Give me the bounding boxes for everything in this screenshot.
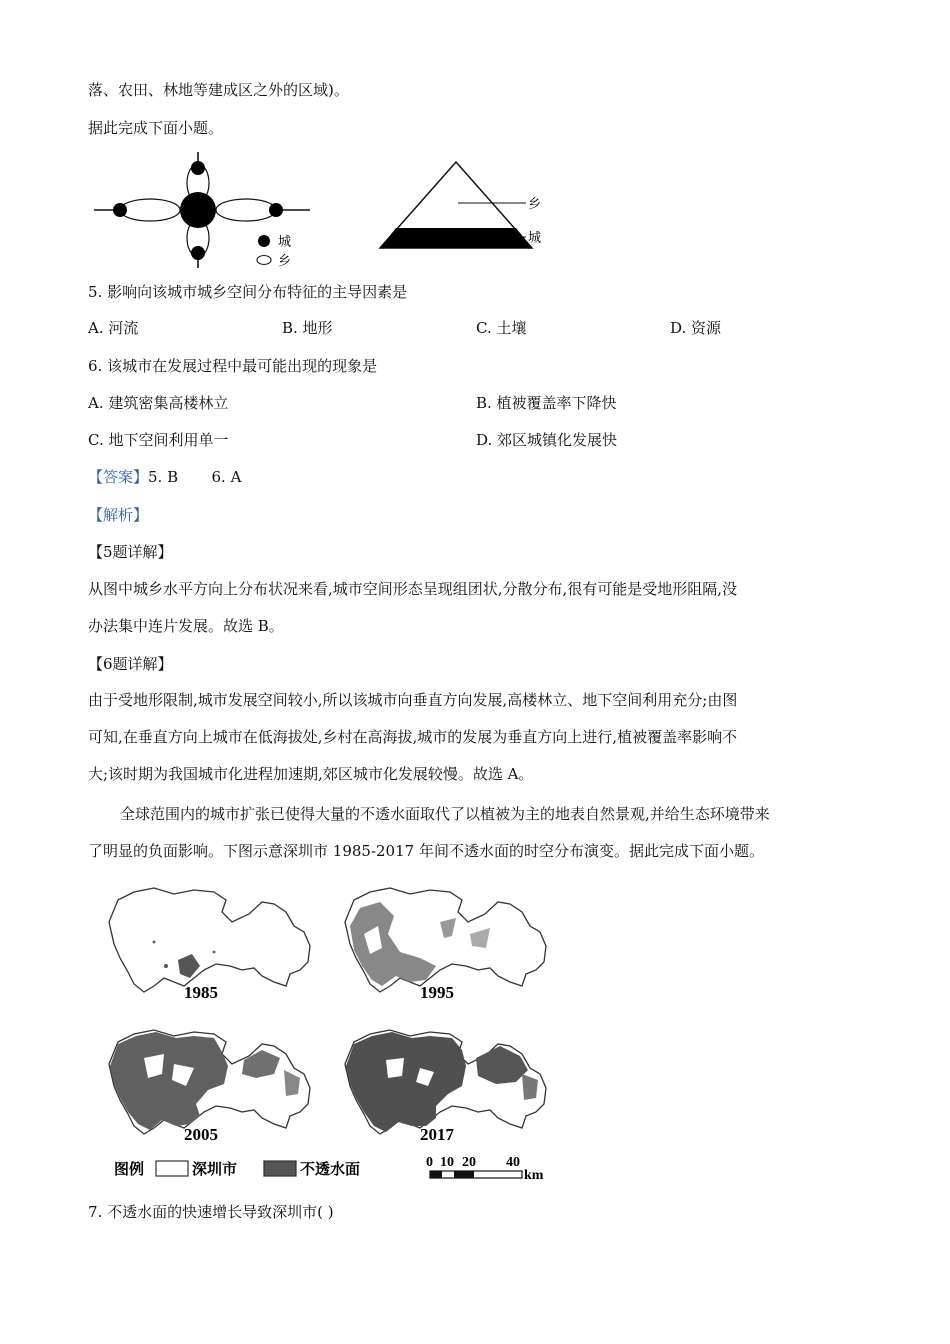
intro-line-2: 据此完成下面小题。	[88, 119, 224, 137]
q6-detail-title: 【6题详解】	[88, 655, 173, 673]
q6-detail-line-2: 可知,在垂直方向上城市在低海拔处,乡村在高海拔,城市的发展为垂直方向上进行,植被覆盖率影响不	[88, 728, 738, 746]
q5-option-d: D. 资源	[670, 319, 722, 337]
year-1995: 1995	[420, 983, 454, 1002]
q5-detail-line-2: 办法集中连片发展。故选 B。	[88, 617, 284, 635]
q6-stem: 6. 该城市在发展过程中最可能出现的现象是	[88, 357, 378, 375]
triangle-label-cheng: 城	[528, 231, 542, 246]
q6-option-c: C. 地下空间利用单一	[88, 431, 229, 449]
shenzhen-impervious-maps	[100, 876, 560, 1186]
q5-stem: 5. 影响向该城市城乡空间分布特征的主导因素是	[88, 283, 408, 301]
map-2005	[109, 1030, 310, 1134]
q6-option-d: D. 郊区城镇化发展快	[476, 431, 618, 449]
q7-stem: 7. 不透水面的快速增长导致深圳市( )	[88, 1203, 334, 1221]
map-1985	[109, 888, 310, 992]
legend-impervious-text: 不透水面	[300, 1160, 361, 1178]
analysis-tag: 【解析】	[88, 506, 149, 524]
q5-detail-title: 【5题详解】	[88, 543, 173, 561]
q5-option-a: A. 河流	[88, 319, 139, 337]
q5-option-c: C. 土壤	[476, 319, 527, 337]
legend-city-dot	[258, 235, 270, 247]
answer-text: 5. B 6. A	[148, 468, 242, 486]
q5-option-b: B. 地形	[282, 319, 333, 337]
scale-tick-0: 0	[426, 1155, 433, 1170]
map-1995	[345, 888, 546, 992]
intro-line-1: 落、农田、林地等建成区之外的区域)。	[88, 81, 349, 99]
passage-line-2: 了明显的负面影响。下图示意深圳市 1985-2017 年间不透水面的时空分布演变。据此完成下面小题。	[88, 842, 764, 860]
scale-unit: km	[524, 1168, 544, 1183]
city-rural-vertical-triangle	[376, 158, 546, 253]
year-1985: 1985	[184, 983, 218, 1002]
q5-detail-line-1: 从图中城乡水平方向上分布状况来看,城市空间形态呈现组团状,分散分布,很有可能是受地形阻隔,没	[88, 580, 738, 598]
q6-detail-line-3: 大;该时期为我国城市化进程加速期,郊区城市化发展较慢。故选 A。	[88, 765, 534, 783]
answer-tag: 【答案】	[88, 468, 149, 486]
legend-title: 图例	[114, 1160, 145, 1178]
q6-option-a: A. 建筑密集高楼林立	[88, 394, 229, 412]
scale-tick-10: 10	[440, 1155, 454, 1170]
triangle-label-xiang: 乡	[528, 197, 542, 212]
scale-tick-20: 20	[462, 1155, 476, 1170]
legend-city-label: 城	[278, 235, 292, 250]
city-rural-plan-diagram	[92, 150, 312, 272]
legend-rural-ellipse	[257, 256, 271, 265]
map-2017	[345, 1030, 546, 1134]
passage-line-1: 全球范围内的城市扩张已使得大量的不透水面取代了以植被为主的地表自然景观,并给生态环境带来	[120, 805, 770, 823]
legend-rural-label: 乡	[278, 254, 292, 269]
year-2005: 2005	[184, 1125, 218, 1144]
q6-option-b: B. 植被覆盖率下降快	[476, 394, 617, 412]
scale-bar	[426, 1155, 544, 1183]
scale-tick-40: 40	[506, 1155, 520, 1170]
legend-impervious-swatch	[264, 1161, 296, 1176]
answer-line	[88, 467, 241, 487]
legend-city-text: 深圳市	[192, 1160, 238, 1178]
legend-city-swatch	[156, 1161, 188, 1176]
year-2017: 2017	[420, 1125, 454, 1144]
q6-detail-line-1: 由于受地形限制,城市发展空间较小,所以该城市向垂直方向发展,高楼林立、地下空间利用充分;由图	[88, 691, 738, 709]
